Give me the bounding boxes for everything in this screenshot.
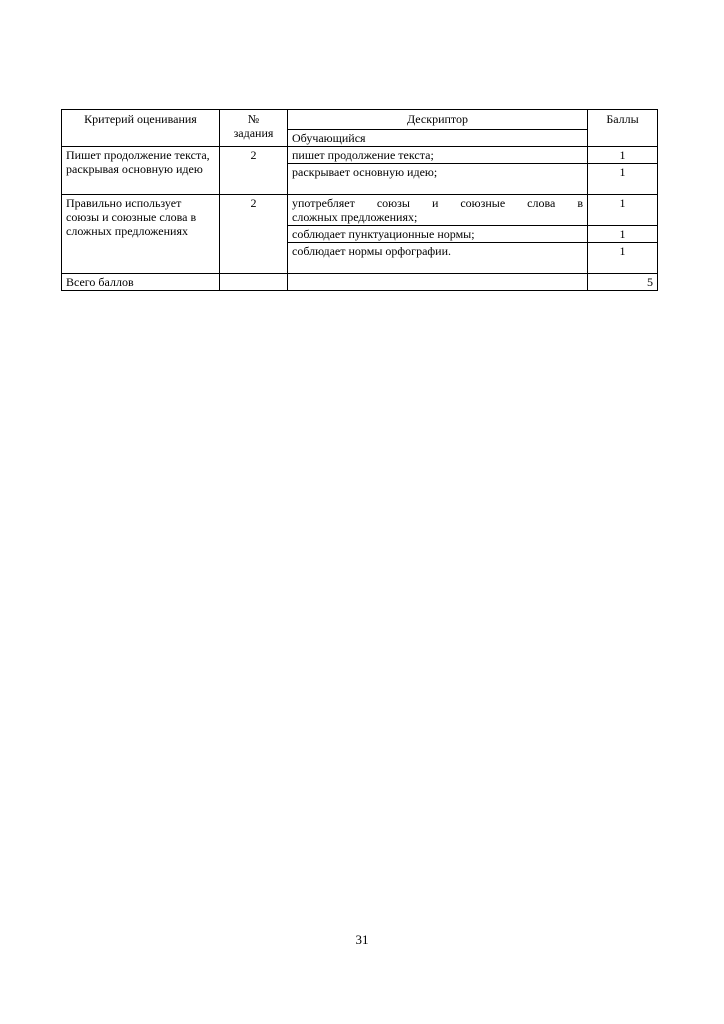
descriptor-cell [288, 195, 588, 226]
criterion-header: Критерий оценивания [62, 110, 220, 147]
descriptor-word: и [431, 196, 439, 210]
descriptor-line-1 [292, 196, 583, 210]
task-number-cell: 2 [220, 147, 288, 195]
descriptor-word: союзные [460, 196, 506, 210]
descriptor-word: слова [527, 196, 556, 210]
score-cell: 1 [588, 147, 658, 164]
descriptor-subheader: Обучающийся [288, 130, 588, 147]
task-number-header-word: задания [233, 126, 274, 140]
descriptor-word: употребляет [292, 196, 355, 210]
table-header-row [62, 110, 658, 130]
descriptor-cell: соблюдает нормы орфографии. [288, 243, 588, 274]
descriptor-cell: соблюдает пунктуационные нормы; [288, 226, 588, 243]
total-empty-cell [220, 274, 288, 291]
total-empty-cell [288, 274, 588, 291]
criterion-cell: Правильно использует союзы и союзные слова в сложных предложениях [62, 195, 220, 274]
descriptor-word: в [577, 196, 583, 210]
total-label: Всего баллов [62, 274, 220, 291]
table-row [62, 147, 658, 164]
score-header: Баллы [588, 110, 658, 147]
page-number: 31 [355, 932, 369, 947]
descriptor-cell: пишет продолжение текста; [288, 147, 588, 164]
score-cell: 1 [588, 164, 658, 195]
descriptor-cell: раскрывает основную идею; [288, 164, 588, 195]
total-score: 5 [588, 274, 658, 291]
criterion-cell: Пишет продолжение текста, раскрывая основную идею [62, 147, 220, 195]
task-number-header [220, 110, 288, 147]
descriptor-line-2: сложных предложениях; [292, 210, 418, 224]
score-cell: 1 [588, 195, 658, 226]
total-row [62, 274, 658, 291]
descriptor-word: союзы [376, 196, 410, 210]
descriptor-header: Дескриптор [288, 110, 588, 130]
score-cell: 1 [588, 243, 658, 274]
table-row [62, 195, 658, 226]
score-cell: 1 [588, 226, 658, 243]
task-number-header-symbol: № [247, 112, 260, 126]
assessment-table [61, 109, 658, 291]
task-number-cell: 2 [220, 195, 288, 274]
